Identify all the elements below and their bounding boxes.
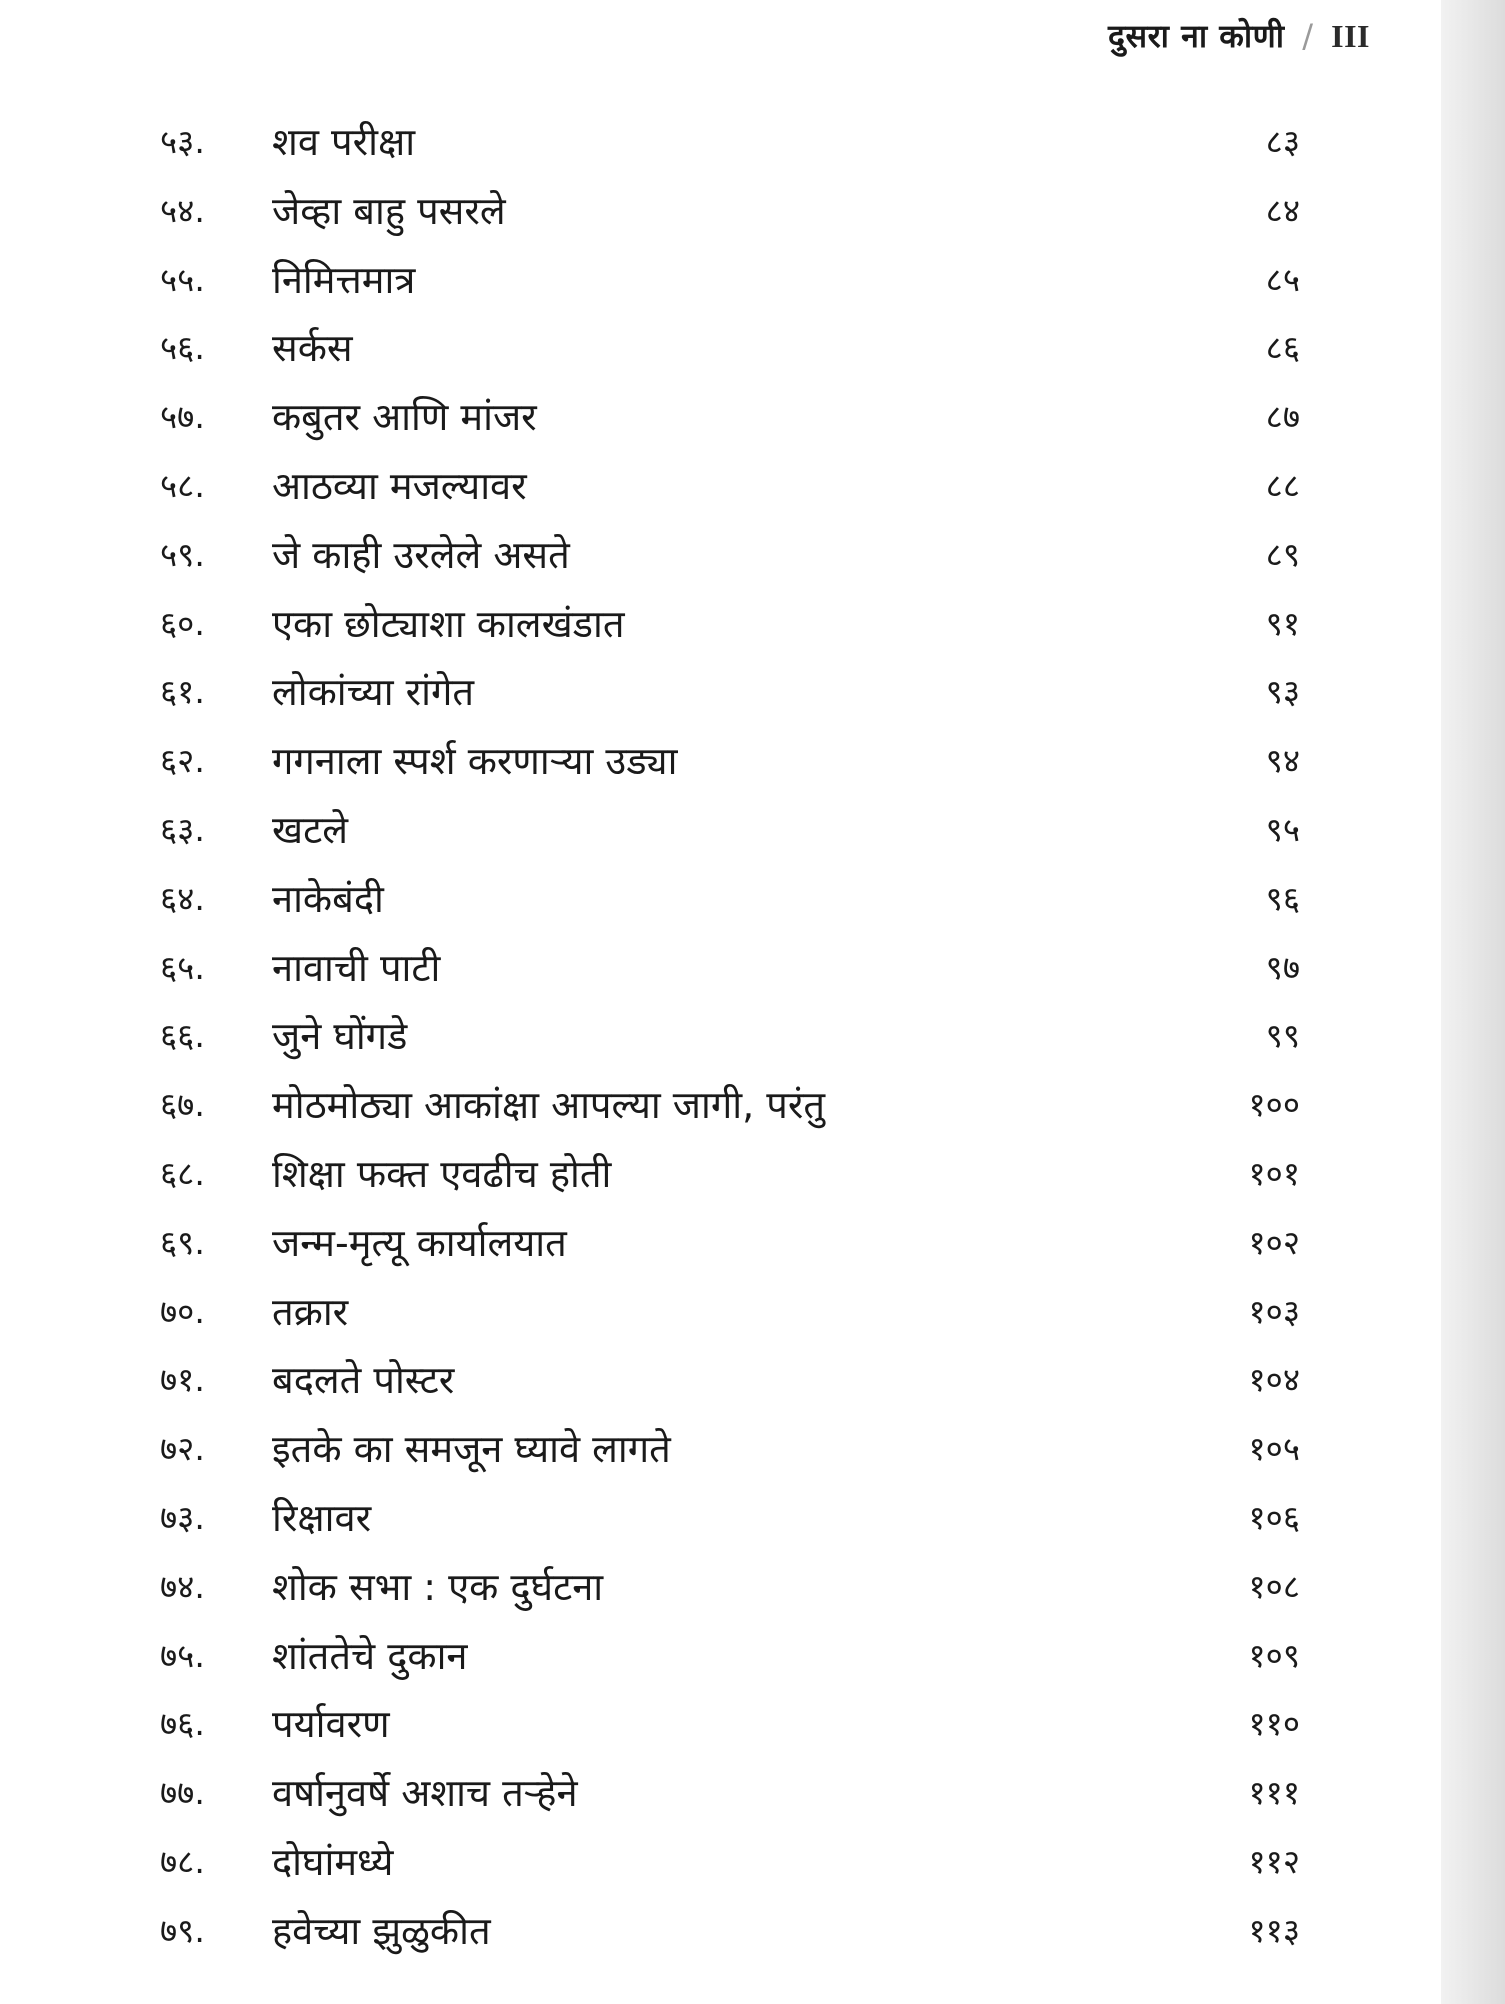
page-folio: III (1331, 18, 1370, 54)
toc-entry-title: हवेच्या झुळुकीत (272, 1908, 491, 1953)
toc-entry-title: कबुतर आणि मांजर (272, 395, 537, 440)
toc-entry (160, 1759, 1300, 1828)
toc-entry-number: ५७. (160, 397, 205, 437)
toc-entry (160, 1346, 1300, 1415)
toc-entry-page-number: ८७ (1265, 397, 1300, 437)
toc-entry (160, 177, 1300, 246)
toc-entry (160, 658, 1300, 727)
toc-entry (160, 246, 1300, 315)
toc-entry-number: ७४. (160, 1566, 205, 1606)
toc-entry-page-number: ११० (1248, 1704, 1300, 1744)
toc-entry-number: ६६. (160, 1016, 205, 1056)
toc-entry-title: शांततेचे दुकान (272, 1633, 468, 1678)
toc-entry-number: ६२. (160, 741, 205, 781)
toc-entry-title: दोघांमध्ये (272, 1839, 394, 1884)
toc-entry-number: ६०. (160, 603, 205, 643)
toc-entry-number: ५३. (160, 122, 205, 161)
toc-entry-page-number: १०२ (1248, 1222, 1300, 1262)
toc-entry-title: पर्यावरण (272, 1702, 390, 1747)
toc-entry-page-number: ९१ (1265, 603, 1300, 643)
toc-entry-page-number: १०० (1248, 1085, 1300, 1125)
toc-entry-title: नावाची पाटी (272, 945, 441, 990)
toc-entry-title: जे काही उरलेले असते (272, 532, 570, 577)
toc-entry (160, 1553, 1300, 1622)
toc-entry (160, 1897, 1300, 1966)
toc-entry-page-number: ११२ (1248, 1841, 1300, 1881)
toc-entry-title: जुने घोंगडे (272, 1014, 408, 1059)
toc-entry-page-number: १०५ (1248, 1429, 1300, 1469)
toc-entry-number: ६८. (160, 1153, 205, 1193)
running-header-title: दुसरा ना कोणी (1107, 17, 1285, 55)
toc-entry-page-number: ९५ (1265, 809, 1300, 849)
toc-entry-title: एका छोट्याशा कालखंडात (272, 601, 625, 646)
toc-entry (160, 521, 1300, 590)
toc-entry-page-number: १०८ (1248, 1566, 1300, 1606)
toc-entry-title: मोठमोठ्या आकांक्षा आपल्या जागी, परंतु (272, 1083, 826, 1128)
toc-entry-title: नाकेबंदी (272, 876, 384, 921)
toc-entry-number: ७८. (160, 1841, 205, 1881)
toc-entry-title: जेव्हा बाहु पसरले (272, 188, 506, 233)
toc-entry-page-number: १११ (1248, 1773, 1300, 1813)
toc-entry-page-number: १०९ (1248, 1635, 1300, 1675)
toc-entry (160, 1209, 1300, 1278)
toc-entry (160, 1140, 1300, 1209)
toc-entry (160, 1002, 1300, 1071)
toc-entry-number: ७२. (160, 1429, 205, 1469)
toc-entry-number: ६७. (160, 1085, 205, 1125)
toc-entry-page-number: ९४ (1265, 741, 1300, 781)
table-of-contents (160, 108, 1300, 1966)
toc-entry-page-number: ८३ (1265, 122, 1300, 161)
toc-entry-page-number: ८४ (1265, 190, 1300, 230)
toc-entry-number: ७६. (160, 1704, 205, 1744)
toc-entry-number: ६९. (160, 1222, 205, 1262)
toc-entry (160, 1828, 1300, 1897)
toc-entry (160, 1622, 1300, 1691)
toc-entry-page-number: ११३ (1248, 1910, 1300, 1950)
toc-entry-number: ६४. (160, 878, 205, 918)
toc-entry-title: निमित्तमात्र (272, 257, 416, 302)
toc-entry-title: शोक सभा : एक दुर्घटना (272, 1564, 604, 1609)
toc-entry (160, 934, 1300, 1003)
toc-entry-number: ५४. (160, 190, 205, 230)
toc-entry (160, 314, 1300, 383)
toc-entry-title: शव परीक्षा (272, 120, 416, 164)
toc-entry-number: ५६. (160, 328, 205, 368)
toc-entry-title: सर्कस (272, 326, 353, 371)
toc-entry-page-number: १०६ (1248, 1497, 1300, 1537)
toc-entry (160, 452, 1300, 521)
toc-entry-number: ६३. (160, 809, 205, 849)
toc-entry-number: ७५. (160, 1635, 205, 1675)
toc-entry-title: तक्रार (272, 1289, 349, 1334)
toc-entry (160, 1415, 1300, 1484)
toc-entry-number: ५५. (160, 259, 205, 299)
toc-entry (160, 108, 1300, 177)
toc-entry-page-number: १०१ (1248, 1153, 1300, 1193)
toc-entry-number: ७७. (160, 1773, 205, 1813)
toc-entry (160, 383, 1300, 452)
toc-entry (160, 865, 1300, 934)
toc-entry-page-number: ९९ (1265, 1016, 1300, 1056)
toc-entry (160, 796, 1300, 865)
toc-entry-number: ६१. (160, 672, 205, 712)
toc-entry-page-number: ९३ (1265, 672, 1300, 712)
toc-entry-title: बदलते पोस्टर (272, 1358, 455, 1403)
toc-entry-number: ७३. (160, 1497, 205, 1537)
toc-entry-page-number: ८८ (1265, 465, 1300, 505)
toc-entry-number: ५९. (160, 534, 205, 574)
running-header (1108, 14, 1370, 57)
toc-entry-title: आठव्या मजल्यावर (272, 463, 527, 508)
toc-entry-number: ५८. (160, 465, 205, 505)
toc-entry-number: ७१. (160, 1360, 205, 1400)
toc-entry-page-number: ८५ (1265, 259, 1300, 299)
toc-entry (160, 1484, 1300, 1553)
toc-entry-title: इतके का समजून घ्यावे लागते (272, 1427, 671, 1472)
toc-entry-number: ७९. (160, 1910, 205, 1950)
toc-entry-page-number: १०३ (1248, 1291, 1300, 1331)
toc-entry-page-number: ९७ (1265, 947, 1300, 987)
toc-entry-page-number: १०४ (1248, 1360, 1300, 1400)
page-edge-shadow (1441, 0, 1505, 2004)
toc-entry-page-number: ९६ (1265, 878, 1300, 918)
toc-entry (160, 1071, 1300, 1140)
running-header-separator: / (1302, 17, 1314, 55)
toc-entry-title: खटले (272, 807, 349, 852)
toc-entry-title: शिक्षा फक्त एवढीच होती (272, 1151, 612, 1196)
toc-entry-number: ७०. (160, 1291, 205, 1331)
toc-entry (160, 590, 1300, 659)
toc-entry-number: ६५. (160, 947, 205, 987)
toc-entry-title: जन्म-मृत्यू कार्यालयात (272, 1220, 567, 1265)
toc-entry-page-number: ८६ (1265, 328, 1300, 368)
toc-entry-title: वर्षानुवर्षे अशाच तऱ्हेने (272, 1771, 578, 1816)
toc-entry-title: रिक्षावर (272, 1495, 372, 1540)
toc-entry-page-number: ८९ (1265, 534, 1300, 574)
toc-entry-title: लोकांच्या रांगेत (272, 670, 475, 715)
toc-entry-title: गगनाला स्पर्श करणाऱ्या उड्या (272, 739, 678, 784)
toc-entry (160, 1278, 1300, 1347)
toc-entry (160, 1690, 1300, 1759)
toc-entry (160, 727, 1300, 796)
